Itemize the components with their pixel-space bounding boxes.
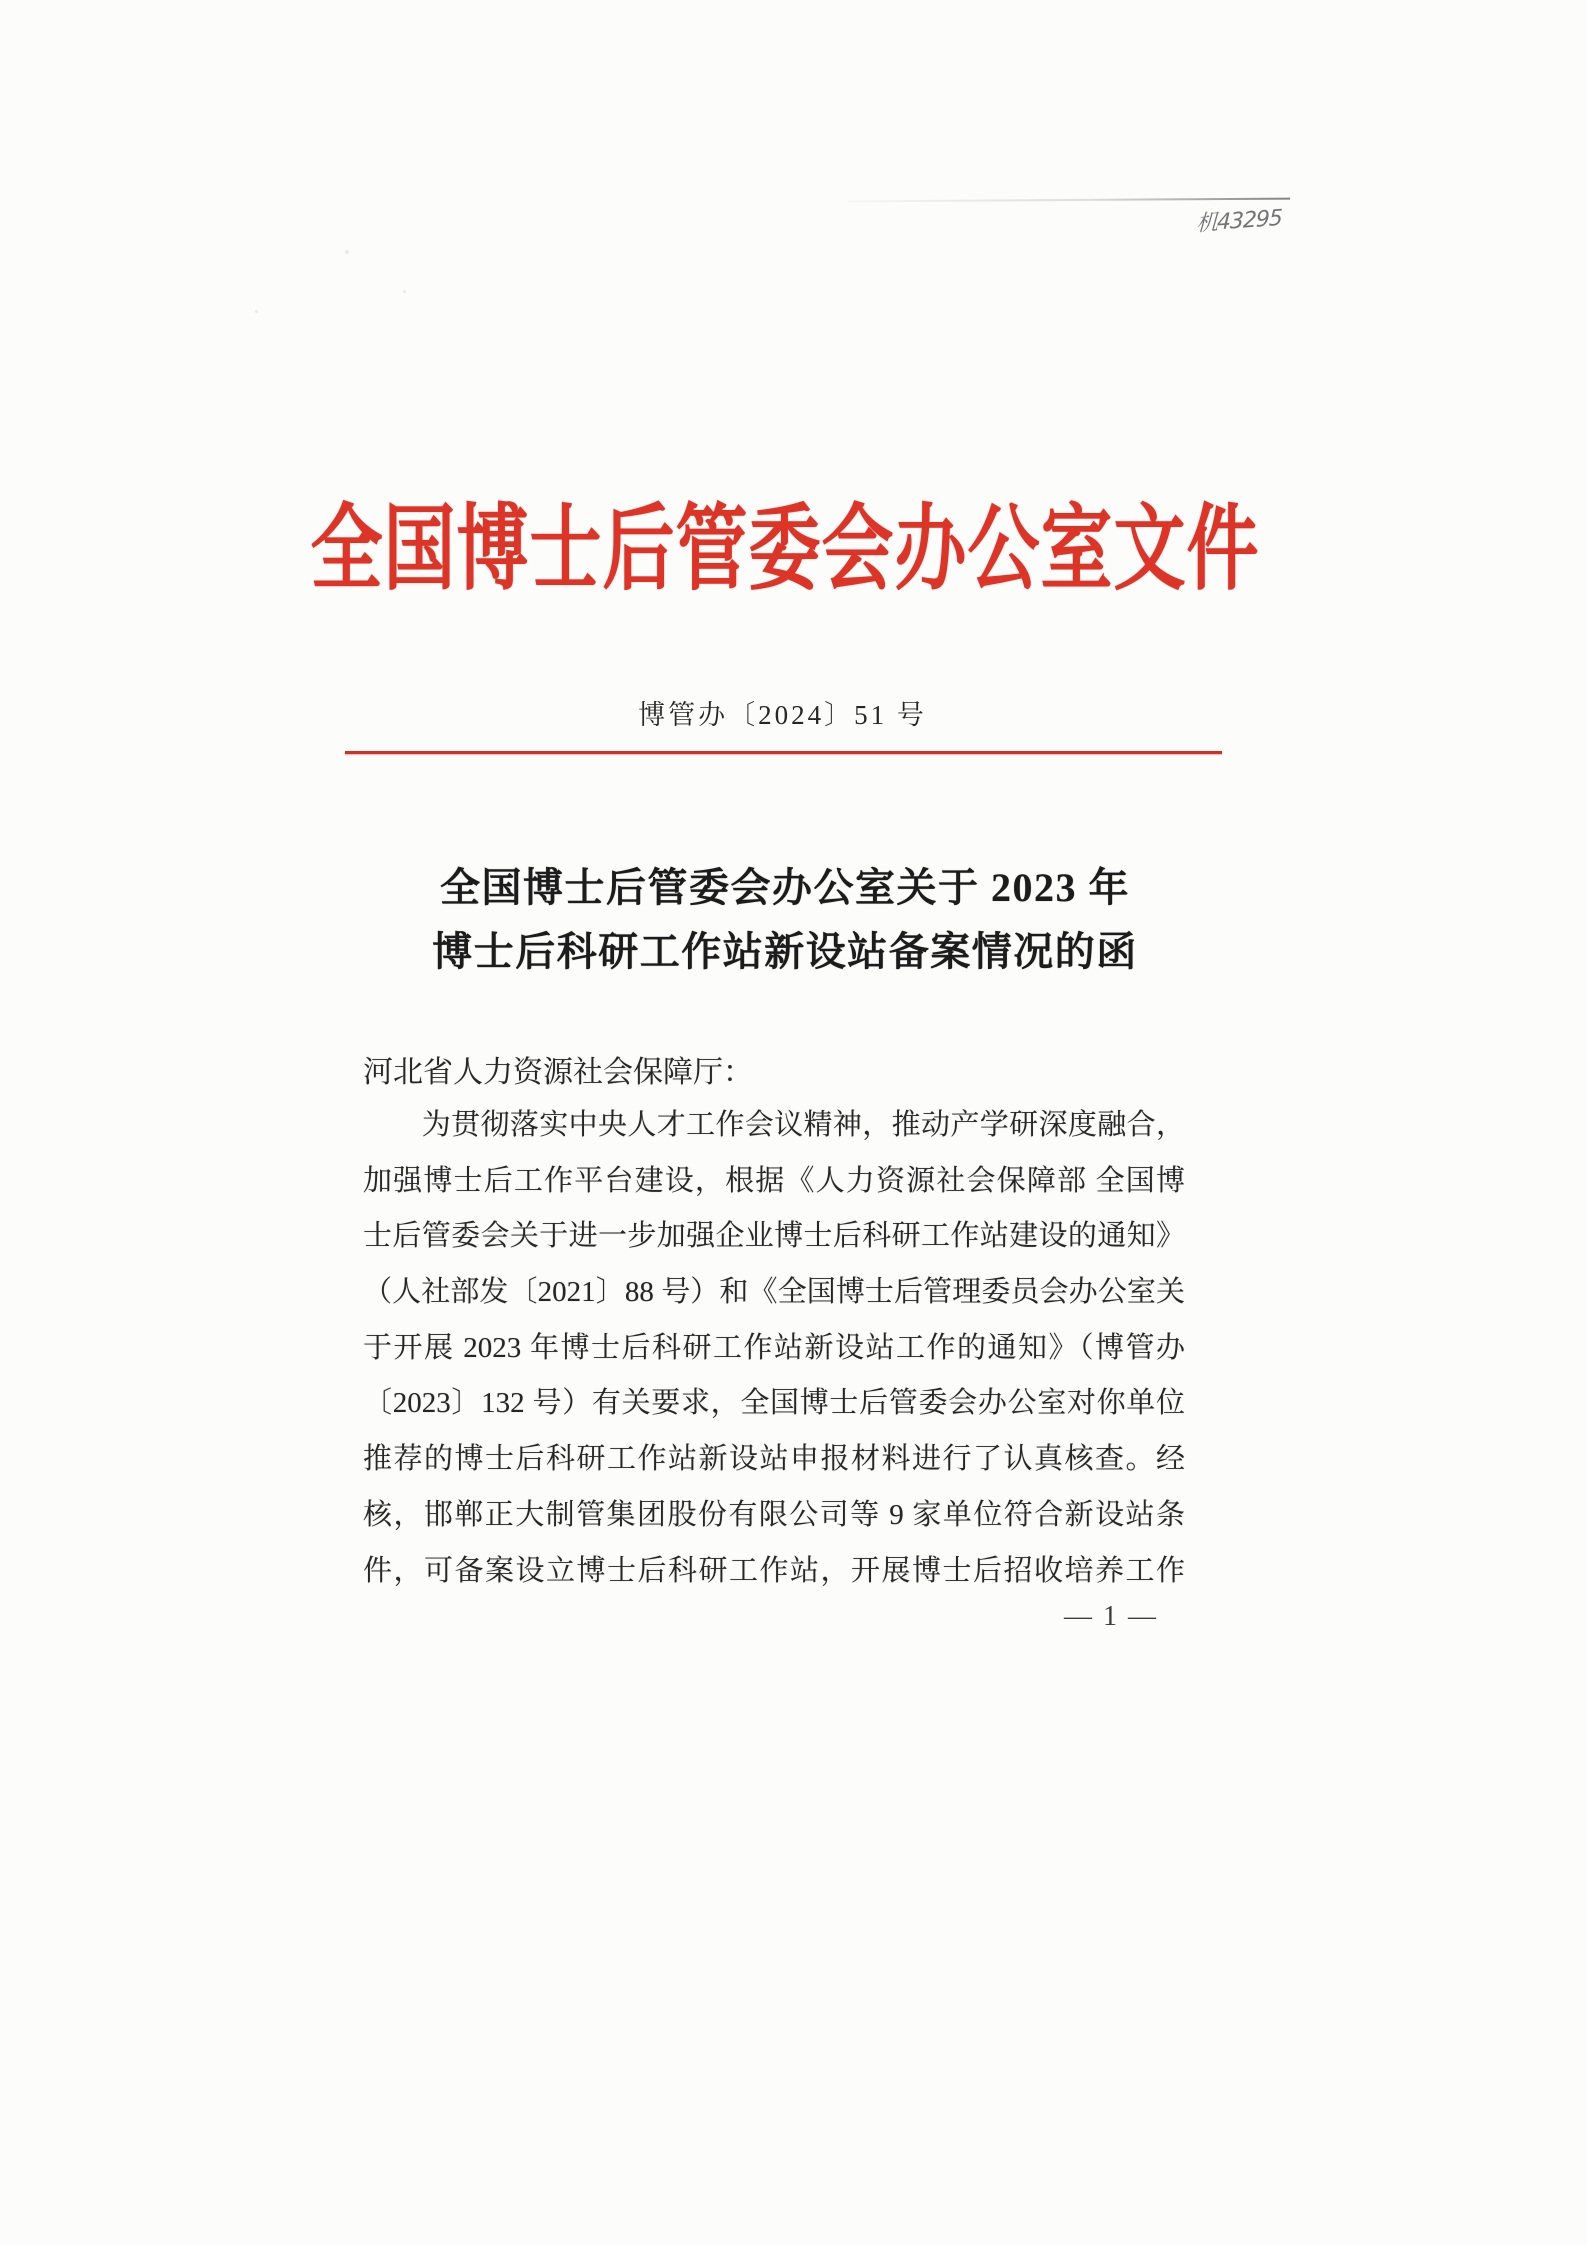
body-line: 为贯彻落实中央人才工作会议精神，推动产学研深度融合， — [363, 1109, 1185, 1141]
body-line: 加强博士后工作平台建设，根据《人力资源社会保障部 全国博 — [363, 1164, 1185, 1197]
body-line: 于开展 2023 年博士后科研工作站新设站工作的通知》（博管办 — [363, 1331, 1185, 1364]
body-line: （人社部发〔2021〕88 号）和《全国博士后管理委员会办公室关 — [363, 1276, 1185, 1309]
letterhead-red-rule — [345, 751, 1222, 754]
body-line: 核，邯郸正大制管集团股份有限公司等 9 家单位符合新设站条 — [363, 1498, 1185, 1531]
scan-speck — [345, 250, 349, 254]
scan-artifact-line — [848, 198, 1290, 203]
handwritten-registration-number: 机43295 — [1195, 205, 1283, 237]
page-number: — 1 — — [1064, 1601, 1158, 1632]
body-paragraph — [363, 1098, 1185, 1599]
body-line: 推荐的博士后科研工作站新设站申报材料进行了认真核查。经 — [363, 1443, 1185, 1476]
body-line: 士后管委会关于进一步加强企业博士后科研工作站建设的通知》 — [363, 1220, 1185, 1253]
letterhead-title: 全国博士后管委会办公室文件 — [310, 498, 1260, 602]
scan-speck — [403, 290, 406, 293]
subject-line-2: 博士后科研工作站新设站备案情况的函 — [432, 929, 1138, 974]
salutation: 河北省人力资源社会保障厅： — [363, 1056, 753, 1089]
body-line: 件，可备案设立博士后科研工作站，开展博士后招收培养工作 — [363, 1554, 1185, 1587]
scan-speck — [255, 310, 258, 313]
document-number: 博管办〔2024〕51 号 — [638, 700, 927, 730]
document-subject — [245, 856, 1325, 984]
subject-line-1: 全国博士后管委会办公室关于 2023 年 — [440, 865, 1130, 910]
body-line: 〔2023〕132 号）有关要求，全国博士后管委会办公室对你单位 — [363, 1387, 1185, 1420]
